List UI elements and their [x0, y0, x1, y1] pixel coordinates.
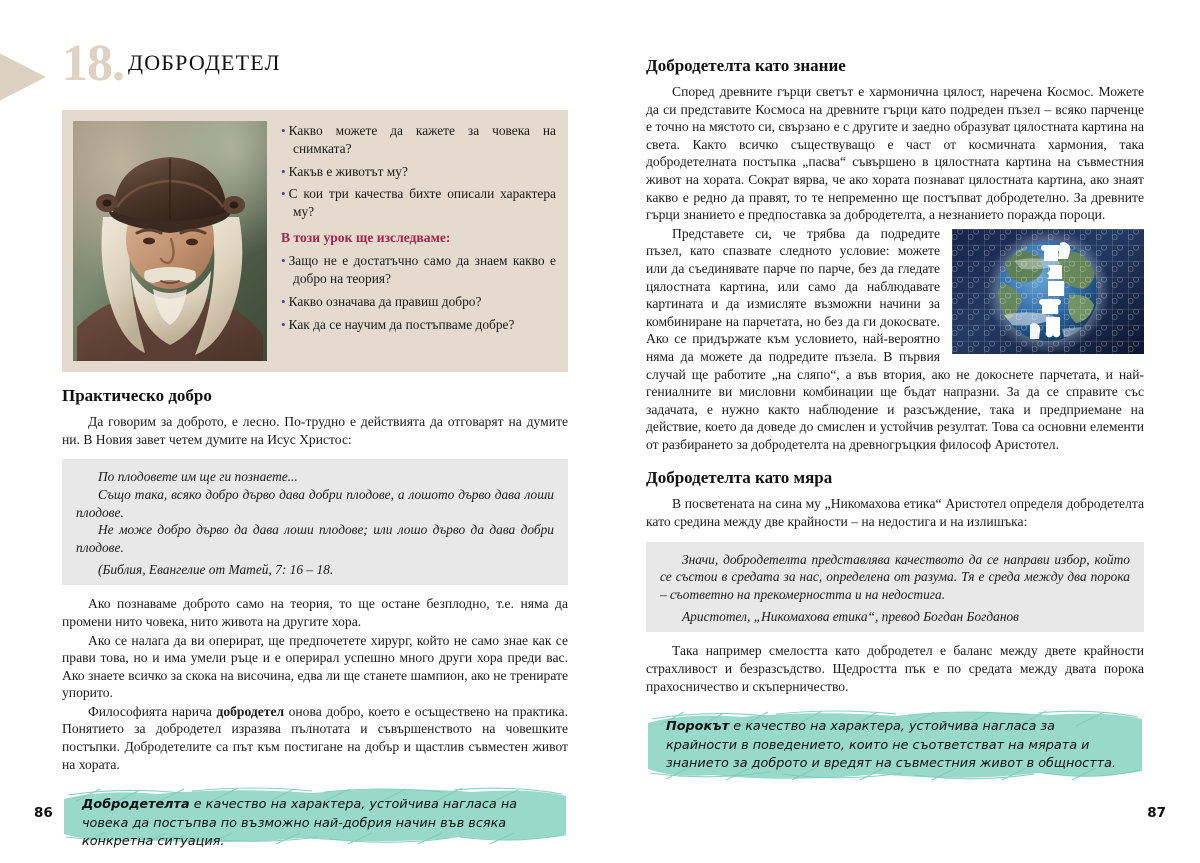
quote-source: Аристотел, „Никомахова етика“, превод Богдан Богданов	[682, 608, 1019, 624]
bullet-icon: •	[281, 253, 286, 269]
paragraph-text: онова добро, което е осъществено на практика. Понятието за добродетел изразява пълнотата и съвършенството на човешките постъпки. Добродетелите са път към постигане на добър и щастлив съвместен живот на хората.	[62, 703, 568, 772]
paragraph: Представете си, че трябва да подредите пъзел, като спазвате следното условие: можете или да съединявате парче по парче, без да гледате цялостната картина, или само да наблюдавате картината и да измисляте възможни начини за комбиниране на парчетата, но без да ги докосвате. Ако се придържате към условието, най-вероятно няма да можете да подредите пъзела. В първия случай ще работите „на сляпо“, а във втория, ако не докоснете парчетата, и най-гениалните ви мисловни комбинации ще бъдат напразни. За да се справите със задачата, е нужно както наблюдение и разсъждение, така и предприемане на действие, което да доведе до смислен и устойчив резултат. Това са основни елементи от разбирането за добродетелта на древногръцкия философ Аристотел.	[646, 225, 1144, 452]
paragraph: В посветената на сина му „Никомахова етика“ Аристотел определя добродетелта като средина между две крайности – на недостига и на излишъка:	[646, 496, 1144, 530]
bullet-icon: •	[281, 163, 286, 179]
bullet-icon: •	[281, 316, 286, 332]
intro-question-text: Какъв е животът му?	[288, 163, 408, 179]
bullet-icon: •	[281, 123, 286, 138]
section-heading-virtue-as-measure: Добродетелта като мяра	[646, 468, 833, 488]
right-column-body	[646, 56, 1144, 785]
bible-quote-box	[62, 459, 568, 585]
paragraph	[62, 703, 568, 773]
quote-line: Не може добро дърво да дава лоши плодове; или лошо дърво да дава добри плодове.	[76, 522, 554, 555]
corner-arrow-decoration	[0, 32, 46, 122]
intro-question	[281, 185, 556, 221]
quote-line: Значи, добродетелта представлява качеството да се направи избор, който се състои в средата за нас, определена от разума. Тя е среда между два порока – съответно на прекомерността и на недостига.	[660, 551, 1130, 603]
explore-question-text: Как да се научим да постъпваме добре?	[288, 316, 515, 332]
definition-body: е качество на характера, устойчива нагласа за крайности в поведението, които не съответстват на мярата и знанието за доброто и вредят на съвместния живот в общността.	[666, 719, 1117, 772]
earth-puzzle-image	[952, 229, 1144, 354]
explore-question	[281, 252, 556, 288]
intro-panel	[62, 110, 568, 372]
definition-box-virtue	[62, 785, 568, 863]
section-heading-practical-good: Практическо добро	[62, 386, 212, 405]
keyword-virtue: добродетел	[216, 703, 285, 719]
paragraph: Така например смелостта като добродетел е баланс между двете крайности страхливост и безразсъдство. Щедростта пък е по средата между двата порока прахосничество и скъперничество.	[646, 643, 1144, 694]
paragraph: Според древните гърци светът е хармонична цялост, наречена Космос. Можете да си представите Космоса на древните гърци като подреден пъзел – всяко парченце е точно на мястото си, свързано е с другите и заедно образуват цялостната картина на света. Както всичко съществуващо е част от космичната хармония, така добродетелната постъпка „пасва“ съвършено в цялостната картина на съвместния живот на хората. Сократ вярва, че ако хората познават цялостната картина, ако знаят какво е редно да правят, то те непременно ще постъпват добродетелно. За древните гърци знанието е предпоставка за добродетелта, а незнанието поражда пороци.	[646, 84, 1144, 223]
page-number-right: 87	[1147, 805, 1166, 821]
page-right	[600, 0, 1200, 852]
definition-box-vice	[646, 707, 1144, 785]
quote-line: По плодовете им ще ги познаете...	[98, 469, 298, 485]
quote-line: Също така, всяко добро дърво дава добри плодове, а лошото дърво дава лоши плодове.	[76, 486, 554, 520]
paragraph: Ако познаваме доброто само на теория, то ще остане безплодно, т.е. няма да промени нито човека, нито живота на другите хора.	[62, 596, 568, 629]
section-heading-virtue-as-knowledge: Добродетелта като знание	[646, 56, 846, 75]
definition-text	[82, 796, 550, 852]
definition-body: е качество на характера, устойчива нагласа на човека да постъпва по възможно най-добрия начин във всяка конкретна ситуация.	[82, 797, 518, 850]
intro-question-text: Какво можете да кажете за човека на снимката?	[288, 123, 556, 156]
portrait-photo	[73, 121, 267, 361]
intro-questions	[267, 121, 556, 361]
intro-question-text: С кои три качества бихте описали характера му?	[288, 186, 556, 220]
explore-question	[281, 293, 556, 311]
definition-term: Порокът	[666, 719, 730, 735]
bullet-icon: •	[281, 294, 286, 310]
lesson-title: ДОБРОДЕТЕЛ	[128, 50, 281, 75]
definition-text	[666, 718, 1126, 774]
aristotle-quote-box	[646, 542, 1144, 633]
left-column-body	[62, 386, 568, 863]
intro-question	[281, 163, 556, 181]
explore-question-text: Какво означава да правиш добро?	[288, 294, 482, 310]
lesson-number: 18.	[62, 35, 124, 92]
bullet-icon: •	[281, 186, 286, 202]
paragraph-text: Философията нарича	[88, 703, 217, 719]
explore-question-text: Защо не е достатъчно само да знаем какво е добро на теория?	[288, 253, 556, 287]
paragraph: Ако се налага да ви оперират, ще предпочетете хирург, който не само знае как се прави това, но и има умели ръце и е оперирал успешно много други хора преди вас. Ако знаете всичко за скока на височина, едва ли ще станете шампион, ако не тренирате упорито.	[62, 632, 568, 701]
quote-source: (Библия, Евангелие от Матей, 7: 16 – 18.	[98, 561, 334, 577]
explore-heading: В този урок ще изследваме:	[281, 230, 451, 246]
definition-term: Добродетелта	[82, 797, 190, 813]
paragraph: Да говорим за доброто, е лесно. По-трудно е действията да отговарят на думите ни. В Новия завет четем думите на Исус Христос:	[62, 414, 568, 447]
intro-question	[281, 122, 556, 158]
page-number-left: 86	[34, 805, 53, 821]
page-left	[0, 0, 600, 852]
explore-question	[281, 316, 556, 334]
